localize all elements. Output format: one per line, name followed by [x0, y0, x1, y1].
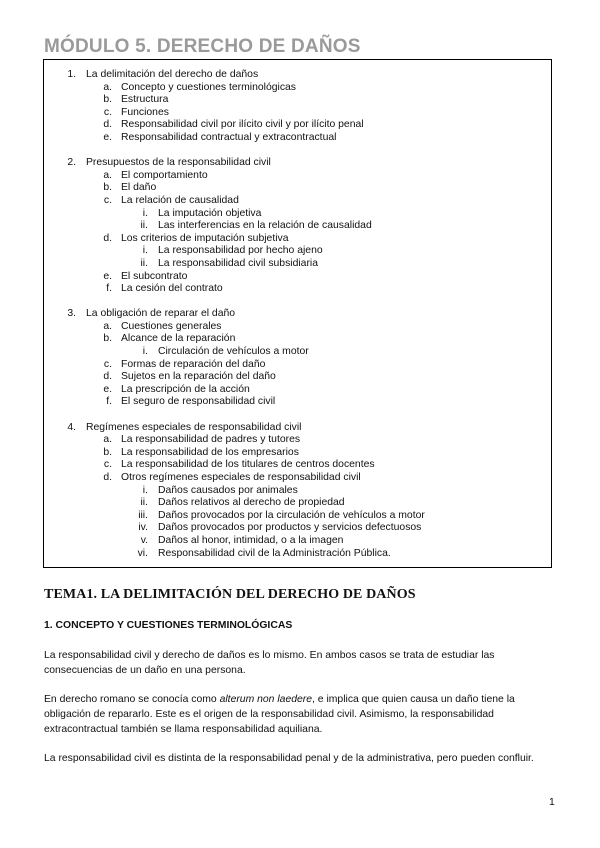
toc-item-level-2 — [44, 459, 551, 472]
toc-item-number: a. — [103, 434, 112, 446]
toc-item-level-3 — [44, 485, 551, 498]
toc-item-level-3 — [44, 535, 551, 548]
toc-item-number: 2. — [67, 157, 76, 169]
toc-item-label: Concepto y cuestiones terminológicas — [121, 81, 297, 93]
toc-item-number: b. — [103, 94, 112, 106]
toc-item-number: e. — [103, 383, 112, 395]
toc-item-level-2 — [44, 182, 551, 195]
toc-item-level-2 — [44, 359, 551, 372]
toc-item-level-3 — [44, 346, 551, 359]
toc-section — [44, 69, 551, 145]
toc-item-number: b. — [103, 182, 112, 194]
toc-item-label: Sujetos en la reparación del daño — [121, 371, 276, 383]
toc-item-label: Circulación de vehículos a motor — [158, 346, 309, 358]
toc-item-level-1 — [44, 69, 551, 82]
toc-item-label: Estructura — [121, 94, 169, 106]
toc-item-label: El daño — [121, 182, 157, 194]
toc-item-label: Responsabilidad civil de la Administración Pública. — [158, 547, 391, 559]
page-title: MÓDULO 5. DERECHO DE DAÑOS — [44, 36, 361, 57]
toc-item-level-3 — [44, 522, 551, 535]
toc-item-number: 3. — [67, 308, 76, 320]
toc-item-level-2 — [44, 371, 551, 384]
toc-item-number: a. — [103, 81, 112, 93]
tema-title: TEMA1. LA DELIMITACIÓN DEL DERECHO DE DAÑOS — [44, 587, 416, 602]
toc-item-level-2 — [44, 271, 551, 284]
toc-item-level-2 — [44, 195, 551, 208]
toc-item-number: i. — [142, 207, 148, 219]
paragraph-2 — [44, 692, 556, 737]
toc-item-label: Daños causados por animales — [158, 484, 298, 496]
page-number: 1 — [549, 797, 555, 808]
toc-item-number: f. — [106, 283, 112, 295]
latin-phrase: alterum non laedere — [219, 694, 313, 705]
toc-item-level-1 — [44, 157, 551, 170]
toc-item-number: ii. — [140, 220, 148, 232]
toc-item-level-2 — [44, 472, 551, 485]
toc-item-label: Alcance de la reparación — [121, 333, 236, 345]
toc-item-label: Regímenes especiales de responsabilidad civil — [86, 421, 302, 433]
toc-item-label: La delimitación del derecho de daños — [86, 69, 259, 80]
toc-item-level-2 — [44, 434, 551, 447]
table-of-contents — [43, 59, 552, 568]
toc-item-level-2 — [44, 132, 551, 145]
toc-item-level-2 — [44, 447, 551, 460]
toc-item-level-2 — [44, 170, 551, 183]
toc-item-label: La imputación objetiva — [158, 207, 262, 219]
toc-item-level-3 — [44, 220, 551, 233]
toc-item-number: e. — [103, 131, 112, 143]
toc-item-number: 1. — [67, 69, 76, 80]
toc-item-level-2 — [44, 321, 551, 334]
toc-item-level-1 — [44, 422, 551, 435]
toc-item-number: iv. — [138, 522, 148, 534]
toc-section — [44, 422, 551, 561]
toc-item-label: Responsabilidad contractual y extracontractual — [121, 131, 337, 143]
toc-section — [44, 157, 551, 296]
toc-item-number: d. — [103, 232, 112, 244]
toc-item-label: Daños al honor, intimidad, o a la imagen — [158, 534, 344, 546]
toc-item-number: i. — [142, 484, 148, 496]
toc-item-label: La cesión del contrato — [121, 283, 223, 295]
toc-item-number: e. — [103, 270, 112, 282]
toc-item-label: La responsabilidad de los titulares de centros docentes — [121, 459, 375, 471]
toc-item-label: La responsabilidad de padres y tutores — [121, 434, 301, 446]
toc-item-label: Presupuestos de la responsabilidad civil — [86, 157, 271, 169]
toc-item-label: Los criterios de imputación subjetiva — [121, 232, 289, 244]
toc-item-number: a. — [103, 320, 112, 332]
toc-item-label: La obligación de reparar el daño — [86, 308, 236, 320]
toc-item-number: b. — [103, 333, 112, 345]
toc-item-level-2 — [44, 119, 551, 132]
toc-item-level-3 — [44, 208, 551, 221]
toc-item-number: d. — [103, 119, 112, 131]
toc-item-label: La responsabilidad civil subsidiaria — [158, 257, 318, 269]
toc-item-number: d. — [103, 371, 112, 383]
toc-item-number: ii. — [140, 497, 148, 509]
toc-item-label: Daños relativos al derecho de propiedad — [158, 497, 345, 509]
toc-section — [44, 308, 551, 409]
toc-item-label: Funciones — [121, 106, 169, 118]
toc-item-label: El subcontrato — [121, 270, 188, 282]
toc-item-level-2 — [44, 333, 551, 346]
toc-item-label: Responsabilidad civil por ilícito civil y por ilícito penal — [121, 119, 364, 131]
paragraph-2-end: , e implica que quien causa un daño tiene la obligación de repararlo. Este es el origen de la responsabilidad civil. Asimismo, la responsabilidad extracontractual también se llama responsabilidad aquiliana. — [44, 694, 515, 735]
toc-item-number: c. — [103, 106, 112, 118]
toc-item-number: ii. — [140, 257, 148, 269]
toc-item-level-3 — [44, 548, 551, 561]
toc-item-label: Daños provocados por productos y servicios defectuosos — [158, 522, 422, 534]
toc-item-label: El seguro de responsabilidad civil — [121, 396, 276, 408]
toc-item-number: f. — [106, 396, 112, 408]
toc-item-level-3 — [44, 497, 551, 510]
toc-item-number: i. — [142, 346, 148, 358]
toc-item-level-2 — [44, 233, 551, 246]
toc-item-number: c. — [103, 459, 112, 471]
toc-item-label: Daños provocados por la circulación de vehículos a motor — [158, 509, 425, 521]
toc-list — [44, 69, 551, 560]
toc-item-number: v. — [140, 534, 148, 546]
toc-item-number: iii. — [138, 509, 148, 521]
toc-item-level-3 — [44, 510, 551, 523]
paragraph-3: La responsabilidad civil es distinta de la responsabilidad penal y de la administrativa, pero pueden confluir. — [44, 753, 534, 764]
toc-item-number: 4. — [67, 421, 76, 433]
toc-item-level-2 — [44, 283, 551, 296]
paragraph-2-start: En derecho romano se conocía como — [44, 694, 220, 705]
toc-item-label: La relación de causalidad — [121, 194, 239, 206]
toc-item-level-2 — [44, 396, 551, 409]
toc-item-label: La responsabilidad por hecho ajeno — [158, 245, 323, 257]
toc-item-number: d. — [103, 472, 112, 483]
toc-item-label: Cuestiones generales — [121, 320, 222, 332]
toc-item-level-2 — [44, 384, 551, 397]
toc-item-number: i. — [142, 245, 148, 257]
toc-item-level-3 — [44, 258, 551, 271]
toc-item-label: La responsabilidad de los empresarios — [121, 446, 299, 458]
toc-item-label: Las interferencias en la relación de causalidad — [158, 220, 372, 232]
toc-item-number: a. — [103, 169, 112, 181]
toc-item-number: vi. — [137, 547, 148, 559]
toc-item-level-2 — [44, 107, 551, 120]
toc-item-level-2 — [44, 94, 551, 107]
toc-item-label: El comportamiento — [121, 169, 208, 181]
toc-item-label: Otros regímenes especiales de responsabilidad civil — [121, 472, 361, 483]
section-title: 1. CONCEPTO Y CUESTIONES TERMINOLÓGICAS — [44, 620, 293, 631]
toc-item-level-2 — [44, 82, 551, 95]
toc-item-number: c. — [103, 194, 112, 206]
paragraph-1: La responsabilidad civil y derecho de daños es lo mismo. En ambos casos se trata de estudiar las consecuencias de un daño en una persona. — [44, 650, 495, 676]
toc-item-number: c. — [103, 358, 112, 370]
toc-item-level-1 — [44, 308, 551, 321]
toc-item-level-3 — [44, 245, 551, 258]
toc-item-label: La prescripción de la acción — [121, 383, 250, 395]
toc-item-number: b. — [103, 446, 112, 458]
toc-item-label: Formas de reparación del daño — [121, 358, 266, 370]
